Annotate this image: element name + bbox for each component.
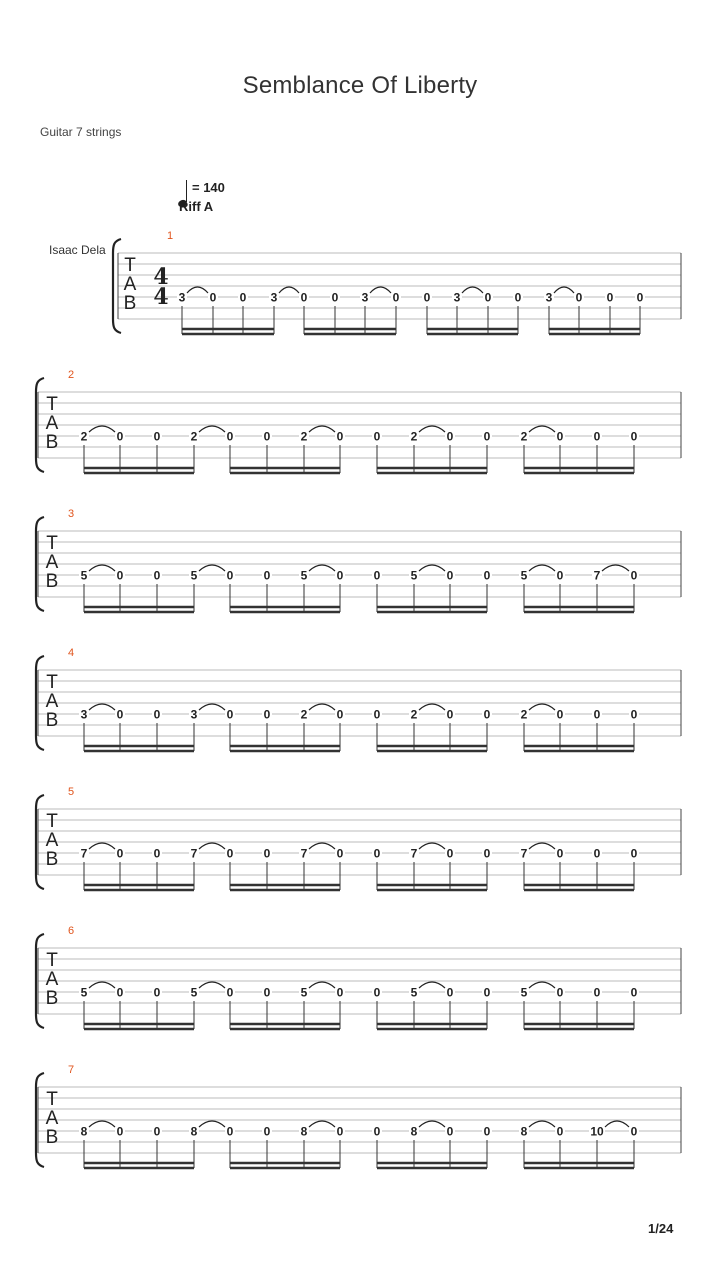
tie-arc <box>419 426 445 432</box>
fret-number: 2 <box>520 707 528 722</box>
fret-number: 0 <box>263 1124 271 1139</box>
measure-number: 2 <box>68 369 75 381</box>
tie-arc <box>309 565 335 571</box>
fret-number: 5 <box>300 985 308 1000</box>
fret-number: 0 <box>483 985 491 1000</box>
tie-arc <box>370 287 391 293</box>
fret-number: 0 <box>446 707 454 722</box>
fret-number: 0 <box>116 707 124 722</box>
fret-number: 0 <box>606 290 614 305</box>
tie-arc <box>462 287 483 293</box>
fret-number: 5 <box>300 568 308 583</box>
fret-number: 0 <box>116 1124 124 1139</box>
tab-clef-letter: B <box>45 432 59 453</box>
fret-number: 0 <box>593 846 601 861</box>
fret-number: 0 <box>239 290 247 305</box>
tie-arc <box>89 1121 115 1127</box>
tab-clef-letter: T <box>46 672 58 693</box>
fret-number: 0 <box>483 1124 491 1139</box>
fret-number: 5 <box>410 985 418 1000</box>
tie-arc <box>279 287 299 293</box>
tie-arc <box>199 426 225 432</box>
fret-number: 0 <box>630 846 638 861</box>
fret-number: 0 <box>373 1124 381 1139</box>
fret-number: 0 <box>336 846 344 861</box>
fret-number: 3 <box>545 290 553 305</box>
tie-arc <box>89 982 115 988</box>
fret-number: 0 <box>514 290 522 305</box>
fret-number: 0 <box>446 985 454 1000</box>
fret-number: 0 <box>331 290 339 305</box>
fret-number: 0 <box>484 290 492 305</box>
tab-clef-letter: A <box>45 552 59 573</box>
fret-number: 0 <box>153 846 161 861</box>
fret-number: 0 <box>116 568 124 583</box>
fret-number: 0 <box>483 568 491 583</box>
fret-number: 7 <box>410 846 418 861</box>
track-name: Isaac Dela <box>49 243 106 257</box>
fret-number: 0 <box>373 846 381 861</box>
tie-arc <box>529 704 555 710</box>
fret-number: 0 <box>153 707 161 722</box>
fret-number: 0 <box>336 429 344 444</box>
tab-clef-letter: T <box>46 950 58 971</box>
fret-number: 0 <box>153 985 161 1000</box>
fret-number: 0 <box>336 707 344 722</box>
fret-number: 0 <box>263 429 271 444</box>
tab-clef-letter: T <box>124 255 136 276</box>
fret-number: 5 <box>190 568 198 583</box>
tab-clef-letter: A <box>45 1108 59 1129</box>
fret-number: 0 <box>483 707 491 722</box>
fret-number: 8 <box>190 1124 198 1139</box>
fret-number: 0 <box>392 290 400 305</box>
tab-clef-letter: T <box>46 394 58 415</box>
tab-clef-letter: B <box>45 988 59 1009</box>
fret-number: 5 <box>190 985 198 1000</box>
fret-number: 0 <box>226 707 234 722</box>
fret-number: 2 <box>410 707 418 722</box>
instrument-label: Guitar 7 strings <box>40 125 122 139</box>
tie-arc <box>309 1121 335 1127</box>
tie-arc <box>309 704 335 710</box>
song-title: Semblance Of Liberty <box>242 72 478 99</box>
measure-number: 6 <box>68 925 75 937</box>
tie-arc <box>554 287 574 293</box>
tab-clef-letter: B <box>45 571 59 592</box>
tie-arc <box>199 1121 225 1127</box>
tie-arc <box>602 565 629 571</box>
fret-number: 2 <box>410 429 418 444</box>
tie-arc <box>419 1121 445 1127</box>
fret-number: 5 <box>80 985 88 1000</box>
tie-arc <box>529 843 555 849</box>
tab-staff <box>36 508 681 612</box>
fret-number: 2 <box>80 429 88 444</box>
fret-number: 5 <box>410 568 418 583</box>
tie-arc <box>199 704 225 710</box>
tab-clef-letter: T <box>46 1089 58 1110</box>
fret-number: 0 <box>556 429 564 444</box>
tie-arc <box>199 565 225 571</box>
tie-arc <box>419 843 445 849</box>
fret-number: 0 <box>630 1124 638 1139</box>
time-signature-denominator: 4 <box>153 284 169 310</box>
fret-number: 0 <box>373 707 381 722</box>
measure-number: 3 <box>68 508 75 520</box>
fret-number: 7 <box>593 568 601 583</box>
tie-arc <box>187 287 208 293</box>
tie-arc <box>89 565 115 571</box>
tie-arc <box>605 1121 629 1127</box>
tie-arc <box>309 426 335 432</box>
tie-arc <box>529 565 555 571</box>
tab-clef-letter: B <box>123 293 137 314</box>
fret-number: 0 <box>116 985 124 1000</box>
tab-clef-letter: B <box>45 710 59 731</box>
tie-arc <box>309 982 335 988</box>
fret-number: 8 <box>520 1124 528 1139</box>
fret-number: 0 <box>373 429 381 444</box>
fret-number: 8 <box>410 1124 418 1139</box>
tie-arc <box>89 843 115 849</box>
time-signature-numerator: 4 <box>153 264 169 290</box>
fret-number: 5 <box>520 985 528 1000</box>
tempo-marking: = 140 <box>192 180 225 195</box>
fret-number: 0 <box>575 290 583 305</box>
fret-number: 3 <box>270 290 278 305</box>
fret-number: 2 <box>300 429 308 444</box>
fret-number: 3 <box>453 290 461 305</box>
fret-number: 0 <box>226 429 234 444</box>
fret-number: 0 <box>630 707 638 722</box>
fret-number: 0 <box>263 846 271 861</box>
fret-number: 0 <box>373 985 381 1000</box>
fret-number: 0 <box>226 1124 234 1139</box>
fret-number: 0 <box>556 1124 564 1139</box>
fret-number: 0 <box>556 846 564 861</box>
section-marker: Riff A <box>179 199 214 214</box>
fret-number: 0 <box>446 568 454 583</box>
fret-number: 0 <box>116 846 124 861</box>
tie-arc <box>529 1121 555 1127</box>
tie-arc <box>199 843 225 849</box>
fret-number: 0 <box>636 290 644 305</box>
fret-number: 3 <box>361 290 369 305</box>
tab-clef-letter: B <box>45 1127 59 1148</box>
fret-number: 7 <box>80 846 88 861</box>
fret-number: 0 <box>336 1124 344 1139</box>
fret-number: 0 <box>630 985 638 1000</box>
fret-number: 0 <box>483 846 491 861</box>
fret-number: 0 <box>226 568 234 583</box>
fret-number: 7 <box>520 846 528 861</box>
tab-staff <box>36 925 681 1029</box>
tab-clef-letter: B <box>45 849 59 870</box>
tie-arc <box>199 982 225 988</box>
fret-number: 0 <box>263 707 271 722</box>
fret-number: 2 <box>520 429 528 444</box>
tab-staff <box>36 786 681 890</box>
fret-number: 0 <box>483 429 491 444</box>
measure-number: 4 <box>68 647 75 659</box>
tie-arc <box>529 982 555 988</box>
fret-number: 0 <box>336 568 344 583</box>
fret-number: 0 <box>226 846 234 861</box>
tie-arc <box>89 426 115 432</box>
fret-number: 0 <box>556 568 564 583</box>
tab-clef-letter: T <box>46 533 58 554</box>
tab-staff <box>36 369 681 473</box>
fret-number: 3 <box>190 707 198 722</box>
fret-number: 0 <box>556 707 564 722</box>
fret-number: 0 <box>630 429 638 444</box>
tab-clef-letter: T <box>46 811 58 832</box>
fret-number: 5 <box>80 568 88 583</box>
fret-number: 8 <box>300 1124 308 1139</box>
fret-number: 0 <box>446 1124 454 1139</box>
tie-arc <box>419 982 445 988</box>
fret-number: 0 <box>446 846 454 861</box>
fret-number: 0 <box>116 429 124 444</box>
tab-clef-letter: A <box>45 830 59 851</box>
fret-number: 0 <box>153 568 161 583</box>
fret-number: 0 <box>209 290 217 305</box>
fret-number: 0 <box>300 290 308 305</box>
tab-clef-letter: A <box>123 274 137 295</box>
measure-number: 5 <box>68 786 75 798</box>
fret-number: 0 <box>630 568 638 583</box>
tab-staff <box>36 647 681 751</box>
fret-number: 2 <box>190 429 198 444</box>
fret-number: 3 <box>80 707 88 722</box>
fret-number: 0 <box>153 429 161 444</box>
page-number: 1/24 <box>648 1221 674 1236</box>
fret-number: 0 <box>373 568 381 583</box>
measure-number: 7 <box>68 1064 75 1076</box>
tie-arc <box>89 704 115 710</box>
tab-staff <box>113 230 681 334</box>
fret-number: 0 <box>226 985 234 1000</box>
fret-number: 7 <box>300 846 308 861</box>
tie-arc <box>419 704 445 710</box>
fret-number: 3 <box>178 290 186 305</box>
fret-number: 0 <box>556 985 564 1000</box>
fret-number: 5 <box>520 568 528 583</box>
fret-number: 7 <box>190 846 198 861</box>
measure-number: 1 <box>167 230 174 242</box>
tab-clef-letter: A <box>45 413 59 434</box>
tie-arc <box>309 843 335 849</box>
fret-number: 8 <box>80 1124 88 1139</box>
fret-number: 0 <box>153 1124 161 1139</box>
tie-arc <box>419 565 445 571</box>
fret-number: 0 <box>446 429 454 444</box>
tab-staff <box>36 1064 681 1168</box>
fret-number: 10 <box>590 1124 604 1139</box>
fret-number: 0 <box>263 985 271 1000</box>
fret-number: 2 <box>300 707 308 722</box>
fret-number: 0 <box>593 985 601 1000</box>
tab-clef-letter: A <box>45 691 59 712</box>
fret-number: 0 <box>593 429 601 444</box>
tab-clef-letter: A <box>45 969 59 990</box>
fret-number: 0 <box>336 985 344 1000</box>
fret-number: 0 <box>423 290 431 305</box>
tie-arc <box>529 426 555 432</box>
fret-number: 0 <box>593 707 601 722</box>
fret-number: 0 <box>263 568 271 583</box>
